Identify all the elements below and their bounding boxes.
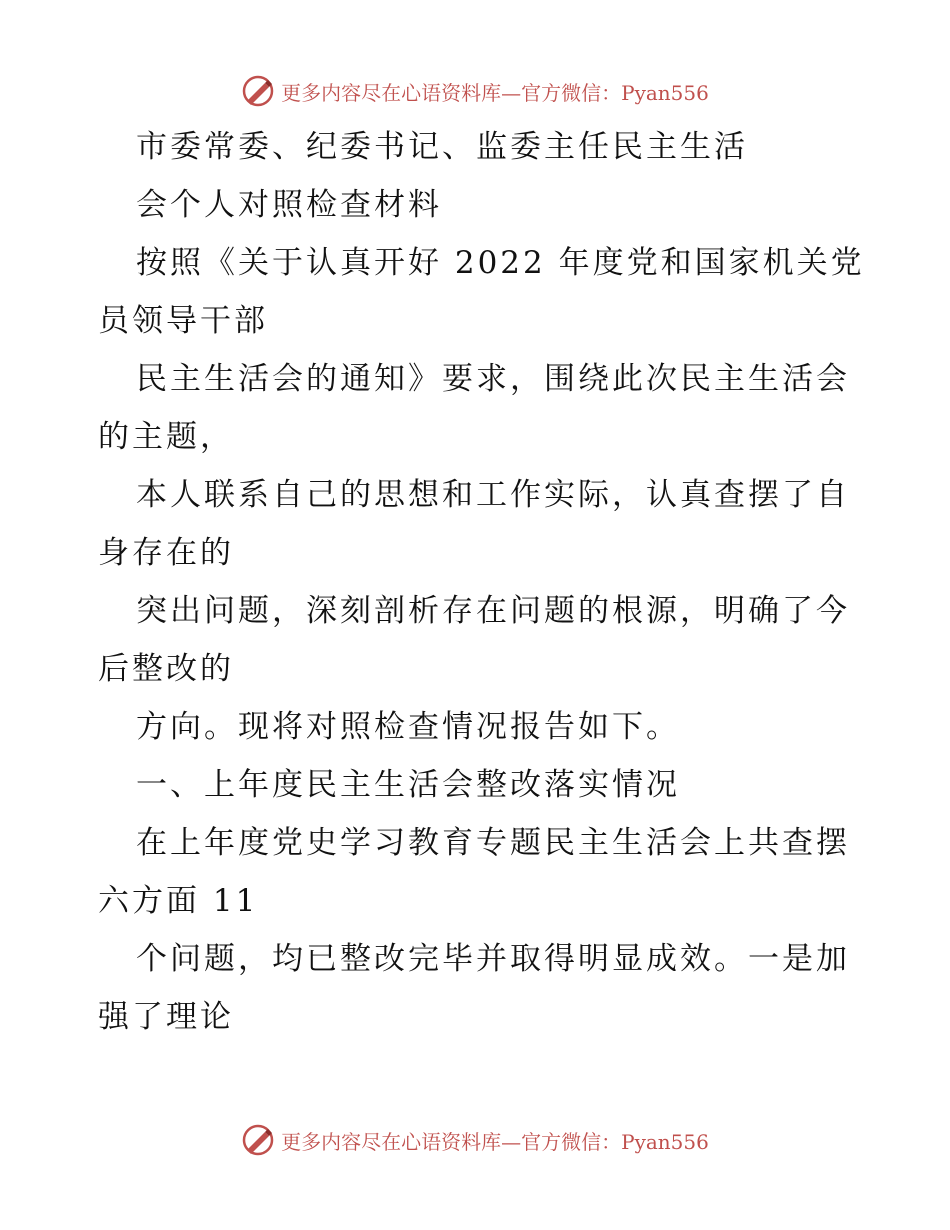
text-line: 方向。现将对照检查情况报告如下。 <box>136 709 680 745</box>
text-line: 民主生活会的通知》要求，围绕此次民主生活会 <box>136 361 850 397</box>
section-heading: 一、上年度民主生活会整改落实情况 <box>136 767 680 803</box>
header-watermark <box>0 71 950 111</box>
text-line: 六方面 11 <box>98 883 259 919</box>
pen-circle-logo-icon <box>241 1123 275 1157</box>
text-line: 本人联系自己的思想和工作实际，认真查摆了自 <box>136 477 850 513</box>
text-line: 在上年度党史学习教育专题民主生活会上共查摆 <box>136 825 850 861</box>
text-line: 的主题， <box>98 419 234 455</box>
text-line: 会个人对照检查材料 <box>136 187 442 223</box>
text-line: 个问题，均已整改完毕并取得明显成效。一是加 <box>136 941 850 977</box>
footer-watermark <box>0 1120 950 1160</box>
pen-circle-logo-icon <box>241 74 275 108</box>
text-line: 突出问题，深刻剖析存在问题的根源，明确了今 <box>136 593 850 629</box>
text-line: 身存在的 <box>98 535 234 571</box>
header-watermark-text: 更多内容尽在心语资料库—官方微信：Pyan556 <box>281 80 709 105</box>
text-line: 员领导干部 <box>98 303 268 339</box>
text-line: 市委常委、纪委书记、监委主任民主生活 <box>136 129 748 165</box>
footer-watermark-text: 更多内容尽在心语资料库—官方微信：Pyan556 <box>281 1129 709 1154</box>
text-line: 后整改的 <box>98 651 234 687</box>
text-line: 按照《关于认真开好 2022 年度党和国家机关党 <box>136 245 865 281</box>
document-body <box>98 118 865 1046</box>
text-line: 强了理论 <box>98 999 234 1035</box>
